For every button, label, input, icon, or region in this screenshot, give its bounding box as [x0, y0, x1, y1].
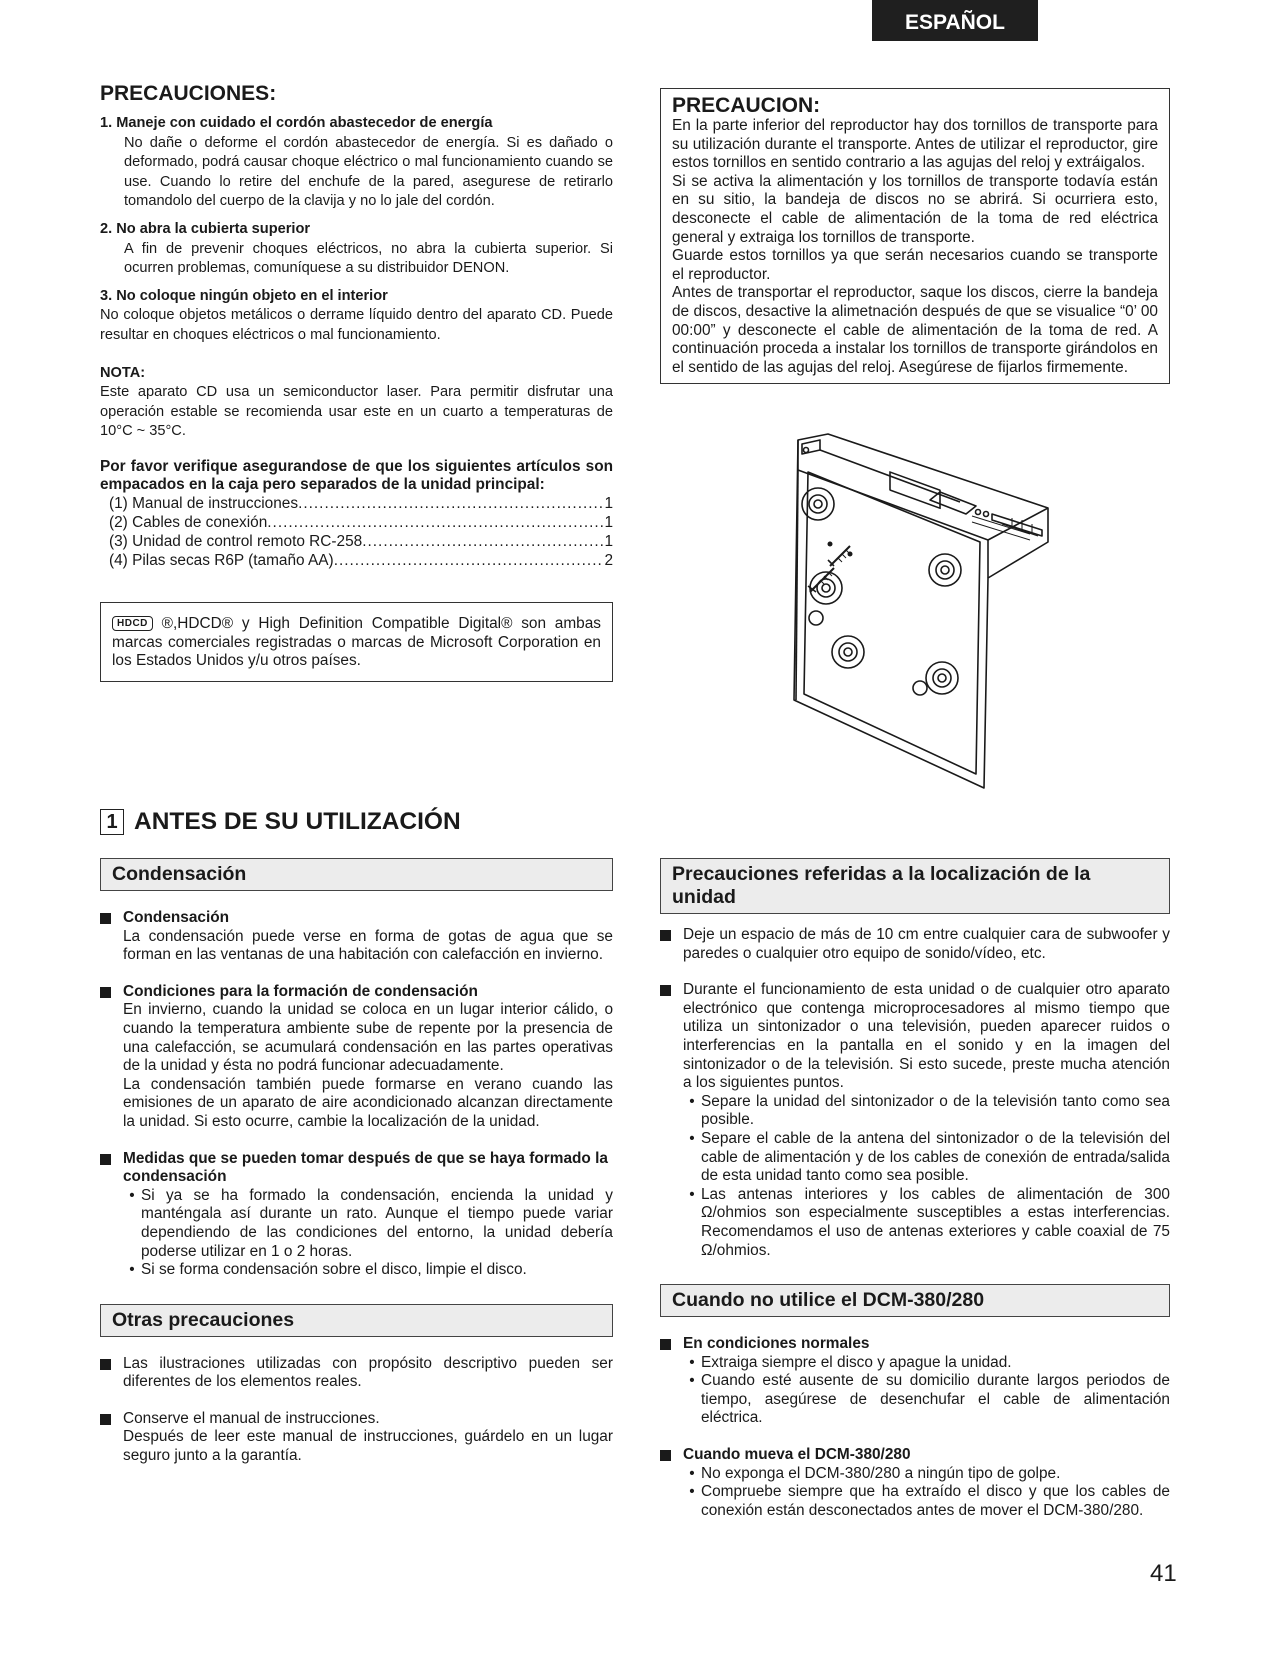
square-bullet-icon	[100, 1154, 111, 1165]
item-paragraph: La condensación también puede formarse en verano cuando las emisiones de un aparato de aire acondicionado alcanzan directamente la unidad. Si esto ocurre, cambie la localización de la unidad.	[123, 1075, 613, 1130]
precaucion-paragraph: Guarde estos tornillos ya que serán necesarios cuando se transporte el reproductor.	[672, 247, 1158, 283]
item-title: Condiciones para la formación de condensación	[123, 982, 478, 1000]
precauciones-title: PRECAUCIONES:	[100, 82, 277, 105]
bullet-item: • Extraiga siempre el disco y apague la unidad.	[683, 1354, 1170, 1373]
bullet-text: Si ya se ha formado la condensación, encienda la unidad y manténgala así durante un rato. Aunque el tiempo puede variar dependiendo de las condiciones del entorno, la unidad debería poderse utilizar en 1 o 2 horas.	[141, 1186, 613, 1260]
item-title: Condensación	[123, 909, 230, 926]
square-bullet-icon	[660, 930, 671, 941]
precauciones-item-title: 1. Maneje con cuidado el cordón abastecedor de energía	[100, 115, 493, 131]
square-bullet-icon	[100, 1414, 111, 1425]
chapter-heading	[100, 808, 461, 836]
square-bullet-icon	[100, 1359, 111, 1370]
packing-item	[100, 494, 613, 513]
foot	[832, 636, 864, 668]
precauciones-item-body: A fin de prevenir choques eléctricos, no abra la cubierta superior. Si ocurren problemas, comuníquese a su distribuidor DENON.	[124, 240, 613, 277]
otras-items	[100, 1355, 613, 1466]
chapter-number: 1	[100, 809, 124, 835]
bullet-text: Compruebe siempre que ha extraído el disco y que los cables de conexión están desconectados antes de mover el DCM-380/280.	[701, 1483, 1170, 1519]
square-bullet-icon	[660, 1450, 671, 1461]
packing-item-label: (1) Manual de instrucciones	[109, 494, 299, 512]
page-number: 41	[1150, 1560, 1177, 1587]
square-bullet-icon	[100, 987, 111, 998]
condensacion-item	[100, 983, 613, 1132]
bullet-text: Separe la unidad del sintonizador o de la televisión tanto como sea posible.	[701, 1092, 1170, 1129]
chapter-title: ANTES DE SU UTILIZACIÓN	[134, 808, 461, 835]
no-utilice-item	[660, 1446, 1170, 1520]
bullet-item: • Separe el cable de la antena del sintonizador o de la televisión del cable de alimentación y de los cables de conexión de entrada/salida de esta unidad tanto como sea posible.	[689, 1129, 1170, 1185]
packing-item-qty: 1	[604, 494, 613, 512]
otras-item	[100, 1355, 613, 1392]
foot	[926, 662, 958, 694]
item-paragraph: La condensación puede verse en forma de gotas de agua que se forman en las ventanas de una habitación con calefacción en invierno.	[123, 927, 613, 964]
localizacion-heading: Precauciones referidas a la localización de la unidad	[660, 858, 1170, 914]
precauciones-item-body: No coloque objetos metálicos o derrame líquido dentro del aparato CD. Puede resultar en choques eléctricos o mal funcionamiento.	[100, 307, 613, 343]
bullet-text: Las antenas interiores y los cables de alimentación de 300 Ω/ohmios son especialmente susceptibles a estas interferencias. Recomendamos el uso de antenas exteriores y cable coaxial de 75 Ω/ohmios.	[701, 1185, 1170, 1259]
no-utilice-heading: Cuando no utilice el DCM-380/280	[660, 1284, 1170, 1317]
square-bullet-icon	[100, 913, 111, 924]
left-bottom-column	[100, 858, 613, 1466]
screw-hole	[809, 611, 823, 625]
no-utilice-item	[660, 1335, 1170, 1428]
packing-item-label: (2) Cables de conexión	[109, 513, 268, 531]
item-paragraph: Después de leer este manual de instrucciones, guárdelo en un lugar seguro junto a la garantía.	[123, 1428, 613, 1465]
square-bullet-icon	[660, 985, 671, 996]
item-title: Cuando mueva el DCM-380/280	[683, 1446, 911, 1464]
precauciones-item-title: 2. No abra la cubierta superior	[100, 220, 311, 237]
item-paragraph: Durante el funcionamiento de esta unidad o de cualquier otro aparato electrónico que contenga microprocesadores al mismo tiempo que utiliza un sintonizador o una televisión, pueden aparecer ruidos o interferencias en la pantalla en el sonido y en la imagen del sintonizador o de la televisión. Si esto sucede, preste mucha atención a los siguientes puntos.	[683, 981, 1170, 1092]
bullet-item: • Separe la unidad del sintonizador o de la televisión tanto como sea posible.	[689, 1092, 1170, 1129]
precauciones-item-2	[100, 220, 613, 279]
precaucion-box	[660, 88, 1170, 384]
item-paragraph: Las ilustraciones utilizadas con propósito descriptivo pueden ser diferentes de los elementos reales.	[123, 1354, 613, 1391]
condensacion-item	[100, 909, 613, 965]
square-bullet-icon	[660, 1339, 671, 1350]
precauciones-item-body: No dañe o deforme el cordón abastecedor de energía. Si es dañado o deformado, podrá causar choque eléctrico o mal funcionamiento cuando se use. Cuando lo retire del enchufe de la pared, asegurese de retirarlo tomandolo del cuerpo de la clavija y no lo jale del cordón.	[124, 134, 613, 210]
hdcd-trademark-text: ®,HDCD® y High Definition Compatible Digital® son ambas marcas comerciales registradas o marcas de Microsoft Corporation en los Estados Unidos y/u otros países.	[112, 614, 601, 670]
packing-item	[100, 551, 613, 570]
bullet-item: • Cuando esté ausente de su domicilio durante largos periodos de tiempo, asegúrese de desenchufar el cable de alimentación eléctrica.	[689, 1372, 1170, 1427]
localizacion-items	[660, 926, 1170, 1260]
item-title: En condiciones normales	[683, 1335, 870, 1353]
bullet-text: Separe el cable de la antena del sintonizador o de la televisión del cable de alimentación y de los cables de conexión de entrada/salida de esta unidad tanto como sea posible.	[701, 1129, 1170, 1185]
packing-block	[100, 458, 613, 570]
bullet-item: • Compruebe siempre que ha extraído el disco y que los cables de conexión están desconectados antes de mover el DCM-380/280.	[689, 1483, 1170, 1519]
screw-hole	[913, 681, 927, 695]
condensacion-items	[100, 909, 613, 1280]
precauciones-item-title: 3. No coloque ningún objeto en el interior	[100, 287, 388, 304]
localizacion-item	[660, 926, 1170, 963]
otras-heading: Otras precauciones	[100, 1304, 613, 1337]
localizacion-item	[660, 981, 1170, 1260]
packing-item	[100, 532, 613, 551]
bullet-text: No exponga el DCM-380/280 a ningún tipo de golpe.	[701, 1464, 1061, 1482]
hdcd-trademark-box	[100, 602, 613, 682]
item-paragraph: En invierno, cuando la unidad se coloca en un lugar interior cálido, o cuando la temperatura ambiente sube de repente por la presencia de una calefacción, se acumulará condensación en las partes operativas de la unidad y ésta no podrá funcionar adecuadamente.	[123, 1001, 613, 1075]
item-paragraph: Conserve el manual de instrucciones.	[123, 1409, 380, 1427]
packing-item-qty: 2	[604, 551, 613, 569]
bullet-text: Si se forma condensación sobre el disco, limpie el disco.	[141, 1261, 527, 1279]
packing-list	[100, 494, 613, 570]
bullet-item: • Si se forma condensación sobre el disco, limpie el disco.	[123, 1261, 613, 1280]
cd-player-bottom-illustration	[780, 430, 1060, 790]
foot	[929, 554, 961, 586]
transport-screw	[828, 546, 850, 566]
precauciones-item-3	[100, 287, 613, 346]
precaucion-paragraph: Si se activa la alimentación y los tornillos de transporte todavía están en su sitio, la bandeja de discos no se abrirá. Si ocurriera esto, desconecte el cable de alimentación de la toma de red eléctrica general y extraiga los tornillos de transporte.	[672, 172, 1158, 246]
packing-title: Por favor verifique asegurandose de que los siguientes artículos son empacados en la caja pero separados de la unidad principal:	[100, 457, 613, 493]
packing-item-label: (3) Unidad de control remoto RC-258	[109, 532, 363, 550]
condensacion-heading: Condensación	[100, 858, 613, 891]
precauciones-section	[100, 82, 613, 682]
packing-item-qty: 1	[604, 513, 613, 531]
item-paragraph: Deje un espacio de más de 10 cm entre cualquier cara de subwoofer y paredes o cualquier otro equipo de sonido/vídeo, etc.	[683, 926, 1170, 962]
bullet-item: • Si ya se ha formado la condensación, encienda la unidad y manténgala así durante un rato. Aunque el tiempo puede variar dependiendo de las condiciones del entorno, la unidad debería poderse utilizar en 1 o 2 horas.	[129, 1186, 613, 1260]
hdcd-text	[112, 615, 601, 671]
bullet-item: • No exponga el DCM-380/280 a ningún tipo de golpe.	[683, 1465, 1170, 1484]
bullet-text: Extraiga siempre el disco y apague la unidad.	[701, 1353, 1012, 1371]
otras-item	[100, 1410, 613, 1466]
language-tab: ESPAÑOL	[872, 0, 1038, 41]
precauciones-item-1	[100, 114, 613, 212]
packing-item	[100, 513, 613, 532]
packing-item-qty: 1	[604, 532, 613, 550]
condensacion-item	[100, 1150, 613, 1280]
bullet-text: Cuando esté ausente de su domicilio durante largos periodos de tiempo, asegúrese de desenchufar el cable de alimentación eléctrica.	[701, 1372, 1170, 1427]
hdcd-logo: HDCD	[112, 616, 153, 631]
nota-block	[100, 364, 613, 442]
bullet-item: • Las antenas interiores y los cables de alimentación de 300 Ω/ohmios son especialmente susceptibles a estas interferencias. Recomendamos el uso de antenas exteriores y cable coaxial de 75 Ω/ohmios.	[689, 1185, 1170, 1259]
precaucion-paragraph: En la parte inferior del reproductor hay dos tornillos de transporte para su utilización durante el transporte. Antes de utilizar el reproductor, gire estos tornillos en sentido contrario a las agujas del reloj y extráigalos.	[672, 117, 1158, 172]
right-bottom-column	[660, 858, 1170, 1520]
precaucion-paragraph: Antes de transportar el reproductor, saque los discos, cierre la bandeja de discos, desactive la alimetnación después de que se visualice “0’ 00 00:00” y desconecte el cable de alimentación de la toma de red. A continuación proceda a instalar los tornillos de transporte girándolos en el sentido de las agujas del reloj. Asegúrese de fijarlos firmemente.	[672, 284, 1158, 376]
item-title: Medidas que se pueden tomar después de que se haya formado la condensación	[123, 1149, 608, 1186]
no-utilice-items	[660, 1335, 1170, 1520]
nota-title: NOTA:	[100, 364, 146, 381]
nota-body: Este aparato CD usa un semiconductor laser. Para permitir disfrutar una operación estable se recomienda usar este en un cuarto a temperaturas de 10°C ~ 35°C.	[100, 384, 613, 440]
packing-item-label: (4) Pilas secas R6P (tamaño AA)	[109, 551, 334, 569]
precaucion-title: PRECAUCION:	[672, 94, 821, 117]
